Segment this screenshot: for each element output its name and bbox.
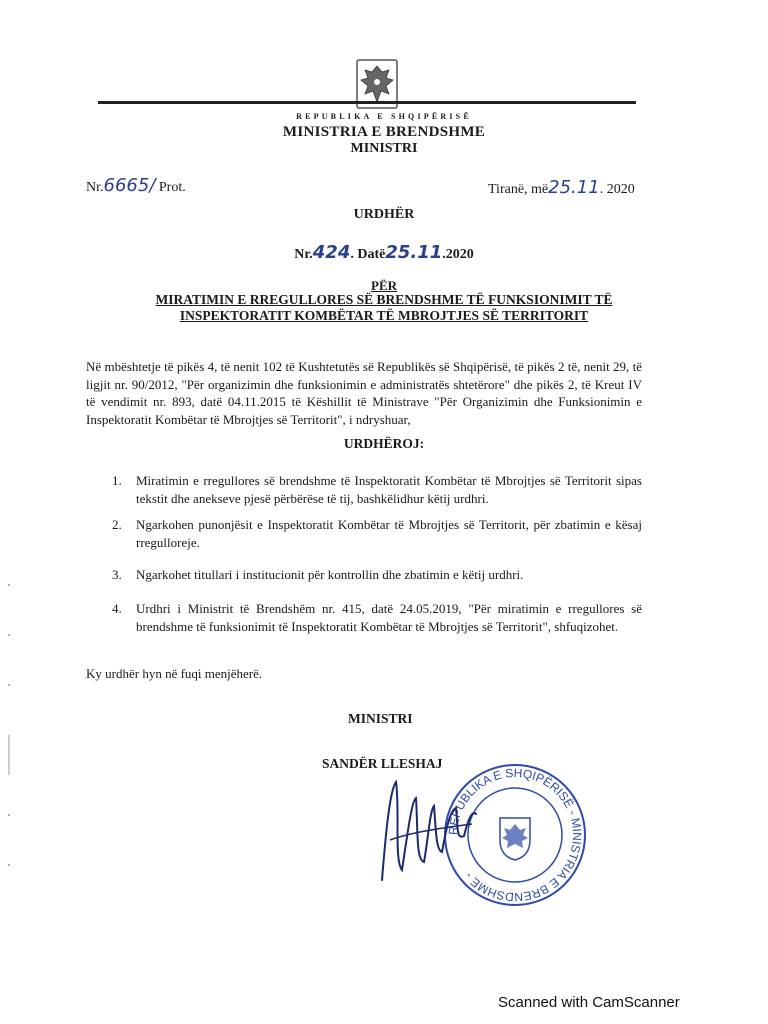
protocol-number-handwritten: 6665 <box>103 175 150 196</box>
preamble-paragraph: Në mbështetje të pikës 4, të nenit 102 të Kushtetutës së Republikës së Shqipërisë, të pikës 2 të, nenit 29, të ligjit nr. 90/2012, "Për organizimin dhe funksionimin e administratës shtetërore" dhe pikës 2, të Kreut IV të vendimit nr. 893, datë 04.11.2015 të Këshillit të Ministrave "Për Organizimin dhe Funksionimin e Inspektoratit Kombëtar të Mbrojtjes së Territorit", i ndryshuar, <box>86 359 642 427</box>
protocol-number: Nr.6665/ Prot. <box>86 175 186 196</box>
order-verb: URDHËROJ: <box>343 436 425 451</box>
list-item: 1. Miratimin e rregullores së brendshme të Inspektoratit Kombëtar të Mbrojtjes së Territorit sipas tekstit dhe anekseve pjesë përbërëse të tij, bashkëlidhur këtij urdhri. <box>112 473 642 506</box>
order-number: Nr.424. Datë25.11.2020 <box>294 242 474 263</box>
closing-sentence: Ky urdhër hyn në fuqi menjëherë. <box>86 666 263 681</box>
handwritten-signature <box>372 770 482 890</box>
date-handwritten: 25.11 <box>548 177 600 198</box>
city-date: Tiranë, më25.11. 2020 <box>488 177 635 198</box>
list-item: 3. Ngarkohet titullari i institucionit për kontrollin dhe zbatimin e këtij urdhri. <box>112 567 524 582</box>
order-number-handwritten: 424 <box>312 242 351 263</box>
scan-artifacts <box>6 575 12 905</box>
signatory-name: SANDËR LLESHAJ <box>322 756 443 771</box>
signatory-title: MINISTRI <box>348 711 413 726</box>
list-item: 4. Urdhri i Ministrit të Brendshëm nr. 415, datë 24.05.2019, "Për miratimin e rregullores së brendshme të funksionimit të Inspektoratit Kombëtar të Mbrojtjes së Territorit", shfuqizohet. <box>112 601 642 634</box>
republic-name: REPUBLIKA E SHQIPËRISË <box>296 112 472 121</box>
scanner-watermark: Scanned with CamScanner <box>498 994 680 1011</box>
ministry-name: MINISTRIA E BRENDSHME <box>282 124 486 140</box>
header-rule <box>98 101 636 104</box>
document-title: URDHËR <box>353 207 415 222</box>
stamp-text: REPUBLIKA E SHQIPËRISË - MINISTRIA E BRENDSHME - <box>445 765 585 905</box>
office-name: MINISTRI <box>350 141 418 156</box>
list-item: 2. Ngarkohen punonjësit e Inspektoratit Kombëtar të Mbrojtjes së Territorit, për zbatimin e kësaj rregulloreje. <box>112 517 642 550</box>
subject-per: PËR <box>371 278 397 293</box>
order-date-handwritten: 25.11 <box>385 242 443 263</box>
subject-title: MIRATIMIN E RREGULLORES SË BRENDSHME TË FUNKSIONIMIT TË INSPEKTORATIT KOMBËTAR TË MBROJTJES SË TERRITORIT <box>155 292 613 323</box>
